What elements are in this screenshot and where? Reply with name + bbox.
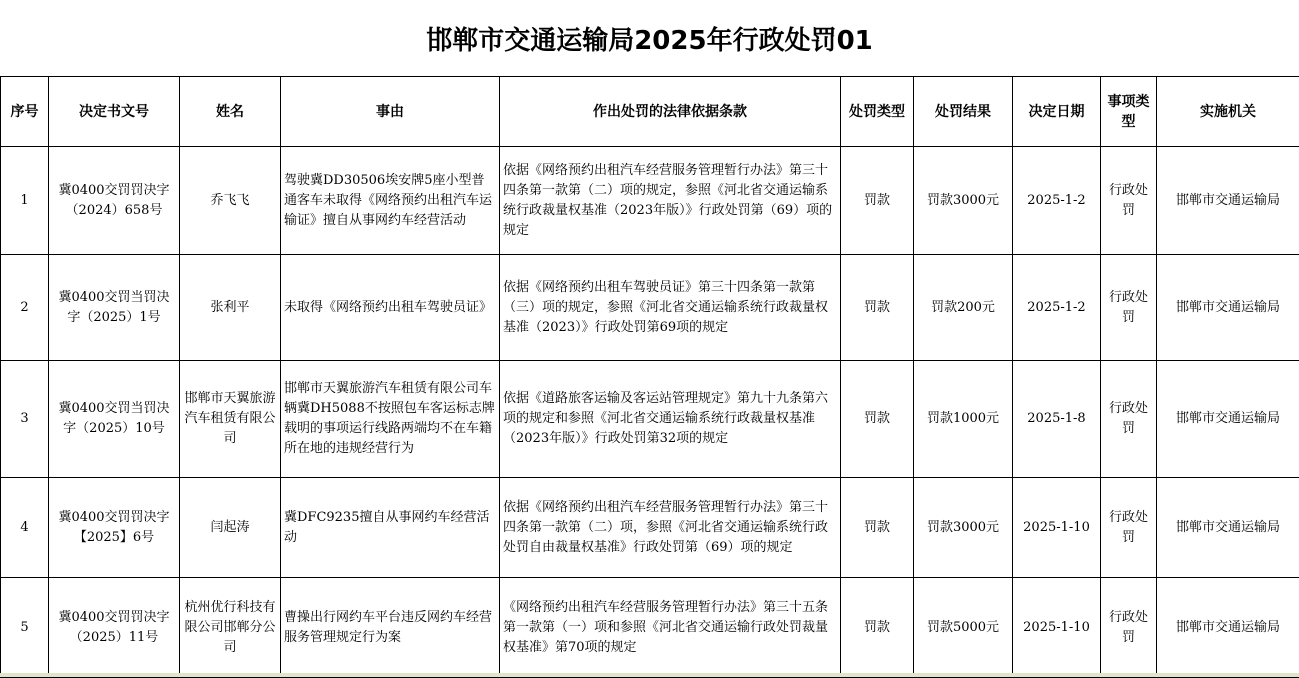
cell-legal-basis: 依据《网络预约出租汽车经营服务管理暂行办法》第三十四条第一款第（二）项的规定，参照《河北省交通运输系统行政裁量权基准（2023年版）》行政处罚第（69）项的规定	[500, 147, 841, 255]
cell-penalty-type: 罚款	[841, 478, 914, 578]
cell-name: 闫起涛	[180, 478, 281, 578]
cell-decision-number: 冀0400交罚当罚决字（2025）10号	[49, 361, 180, 478]
cell-reason: 驾驶冀DD30506埃安牌5座小型普通客车未取得《网络预约出租汽车运输证》擅自从事网约车经营活动	[281, 147, 500, 255]
cell-penalty-type: 罚款	[841, 255, 914, 361]
cell-agency: 邯郸市交通运输局	[1157, 255, 1299, 361]
cell-name: 乔飞飞	[180, 147, 281, 255]
cell-agency: 邯郸市交通运输局	[1157, 147, 1299, 255]
cell-penalty-type: 罚款	[841, 361, 914, 478]
cell-index: 4	[1, 478, 49, 578]
header-name: 姓名	[180, 77, 281, 147]
cell-name: 张利平	[180, 255, 281, 361]
cell-item-type: 行政处罚	[1101, 478, 1157, 578]
cell-item-type: 行政处罚	[1101, 255, 1157, 361]
cell-name: 杭州优行科技有限公司邯郸分公司	[180, 578, 281, 678]
cell-legal-basis: 依据《道路旅客运输及客运站管理规定》第九十九条第六项的规定和参照《河北省交通运输系统行政裁量权基准（2023年版）》行政处罚第32项的规定	[500, 361, 841, 478]
table-row	[1, 361, 1299, 478]
header-row	[1, 77, 1299, 147]
cell-index: 2	[1, 255, 49, 361]
table-row	[1, 578, 1299, 678]
bottom-divider	[0, 673, 1299, 677]
page-title: 邯郸市交通运输局2025年行政处罚01	[0, 0, 1299, 77]
cell-reason: 未取得《网络预约出租车驾驶员证》	[281, 255, 500, 361]
cell-agency: 邯郸市交通运输局	[1157, 578, 1299, 678]
header-penalty-type: 处罚类型	[841, 77, 914, 147]
cell-legal-basis: 《网络预约出租汽车经营服务管理暂行办法》第三十五条第一款第（一）项和参照《河北省交通运输行政处罚裁量权基准》第70项的规定	[500, 578, 841, 678]
cell-penalty-type: 罚款	[841, 578, 914, 678]
header-decision-number: 决定书文号	[49, 77, 180, 147]
cell-index: 1	[1, 147, 49, 255]
table-row	[1, 478, 1299, 578]
cell-decision-date: 2025-1-10	[1013, 478, 1101, 578]
cell-legal-basis: 依据《网络预约出租车驾驶员证》第三十四条第一款第（三）项的规定，参照《河北省交通运输系统行政裁量权基准（2023）》行政处罚第69项的规定	[500, 255, 841, 361]
cell-penalty-result: 罚款3000元	[914, 147, 1013, 255]
cell-penalty-result: 罚款1000元	[914, 361, 1013, 478]
header-agency: 实施机关	[1157, 77, 1299, 147]
cell-reason: 邯郸市天翼旅游汽车租赁有限公司车辆冀DH5088不按照包车客运标志牌载明的事项运行线路两端均不在车籍所在地的违规经营行为	[281, 361, 500, 478]
cell-name: 邯郸市天翼旅游汽车租赁有限公司	[180, 361, 281, 478]
cell-decision-number: 冀0400交罚罚决字【2025】6号	[49, 478, 180, 578]
header-legal-basis: 作出处罚的法律依据条款	[500, 77, 841, 147]
cell-item-type: 行政处罚	[1101, 578, 1157, 678]
header-decision-date: 决定日期	[1013, 77, 1101, 147]
cell-decision-number: 冀0400交罚罚决字（2024）658号	[49, 147, 180, 255]
cell-penalty-result: 罚款200元	[914, 255, 1013, 361]
cell-item-type: 行政处罚	[1101, 361, 1157, 478]
cell-decision-date: 2025-1-2	[1013, 255, 1101, 361]
header-reason: 事由	[281, 77, 500, 147]
cell-item-type: 行政处罚	[1101, 147, 1157, 255]
cell-decision-date: 2025-1-8	[1013, 361, 1101, 478]
cell-index: 5	[1, 578, 49, 678]
cell-legal-basis: 依据《网络预约出租汽车经营服务管理暂行办法》第三十四条第一款第（二）项，参照《河北省交通运输系统行政处罚自由裁量权基准》行政处罚第（69）项的规定	[500, 478, 841, 578]
cell-index: 3	[1, 361, 49, 478]
cell-decision-date: 2025-1-10	[1013, 578, 1101, 678]
penalty-table	[0, 76, 1299, 678]
cell-reason: 冀DFC9235擅自从事网约车经营活动	[281, 478, 500, 578]
table-row	[1, 255, 1299, 361]
header-penalty-result: 处罚结果	[914, 77, 1013, 147]
cell-penalty-result: 罚款5000元	[914, 578, 1013, 678]
cell-decision-date: 2025-1-2	[1013, 147, 1101, 255]
cell-decision-number: 冀0400交罚当罚决字（2025）1号	[49, 255, 180, 361]
header-index: 序号	[1, 77, 49, 147]
cell-reason: 曹操出行网约车平台违反网约车经营服务管理规定行为案	[281, 578, 500, 678]
cell-penalty-type: 罚款	[841, 147, 914, 255]
table-row	[1, 147, 1299, 255]
cell-agency: 邯郸市交通运输局	[1157, 361, 1299, 478]
cell-agency: 邯郸市交通运输局	[1157, 478, 1299, 578]
cell-penalty-result: 罚款3000元	[914, 478, 1013, 578]
cell-decision-number: 冀0400交罚罚决字（2025）11号	[49, 578, 180, 678]
header-item-type: 事项类型	[1101, 77, 1157, 147]
